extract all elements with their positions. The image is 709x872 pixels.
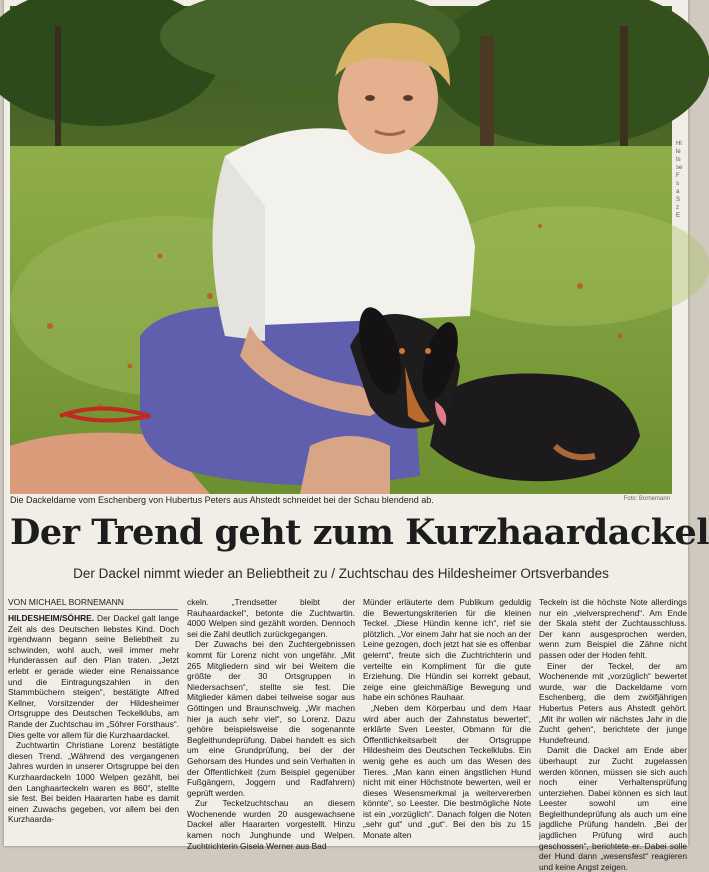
article-photo [10, 6, 672, 494]
paragraph: Der Zuwachs bei den Zuchtergebnissen kommt für Lorenz nicht von ungefähr. „Mit 265 Mitgliedern sind wir bei Weitem die größte der 30 Ortsgruppen in Niedersachsen“, stellte sie fest. Die Mitglieder kämen dabei teilweise sogar aus Göttingen und Braunschweig. „Wir machen hier ja auch sehr viel“, so Lorenz. Dazu gehöre beispielsweise die sogenannte Begleithundeprüfung. Dabei handelt es sich um eine Grundprüfung, bei der der Gehorsam des Hundes und sein Verhalten in der Öffentlichkeit (zum Beispiel gegenüber Fußgängern, Joggern und Radfahrern) geprüft werden. [187, 639, 355, 798]
paragraph: Teckeln ist die höchste Note allerdings nur ein „vielversprechend“. Am Ende der Skala steht der Zuchtausschluss. Der kann ausgesprochen werden, wenn zum Beispiel die Zähne nicht passen oder der Hoden fehlt. [539, 597, 687, 660]
text-column-4 [539, 597, 687, 872]
paragraph: Zur Teckelzuchtschau an diesem Wochenende wurden 20 ausgewachsene Dackel aller Haararten vorgestellt. Hinzu kamen noch Junghunde und Welpen. Zuchtrichterin Gisela Werner aus Bad [187, 798, 355, 851]
photo-credit: Foto: Bornemann [623, 496, 670, 502]
paragraph: „Neben dem Körperbau und dem Haar wird aber auch der Zahnstatus bewertet“, erklärte Sven Leester, Obmann für die Öffentlichkeitsarbeit der Ortsgruppe Hildesheim des Deutschen Teckelklubs. Ein wenig gehe es auch um das Wesen des Tieres. „Man kann einen ängstlichen Hund nicht mit einer Höchstnote bewerten, weil er dieses Wesensmerkmal ja weitervererben könnte“, so Leester. Die bestmögliche Note ist ein „vorzüglich“. Danach folgen die Noten „sehr gut“ und „gut“. Bei den bis zu 15 Monate alten [363, 702, 531, 841]
paragraph-text: Der Dackel galt lange Zeit als des Deutschen liebstes Kind. Doch irgendwann begann seine Beliebtheit zu schwinden, wohl auch, weil immer mehr Hunderassen auf den Plan traten. „Jetzt erlebt er gerade wieder eine Renaissance und die Eintragungszahlen in den Stammbüchern steigen“, bestätigte Alfred Kellner, Vorsitzender der Hildesheimer Ortsgruppe des Deutschen Teckelklubs, am Rande der Zuchtschau im „Söhrer Forsthaus“. Dies gelte vor allem für die Kurzhaardackel. [8, 613, 179, 740]
article-subheadline: Der Dackel nimmt wieder an Beliebtheit zu / Zuchtschau des Hildesheimer Ortsverbandes [73, 566, 609, 581]
dateline: HILDESHEIM/SÖHRE. [8, 613, 95, 623]
photo-caption [10, 495, 672, 507]
paragraph: Einer der Teckel, der am Wochenende mit „vorzüglich“ bewertet wurde, war die Dackeldame vom Eschenberg, die dem zwölfjährigen Hubertus Peters aus Ahstedt gehört. „Mit ihr wollen wir nächstes Jahr in die Zucht gehen“, berichtete der junge Hundefreund. [539, 660, 687, 745]
text-column-3 [363, 597, 531, 843]
caption-text: Die Dackeldame vom Eschenberg von Hubertus Peters aus Ahstedt schneidet bei der Schau blendend ab. [10, 495, 434, 505]
article-byline: VON MICHAEL BORNEMANN [8, 597, 178, 610]
adjacent-article-fragment: Hl le Is se F s a S z E [676, 141, 683, 219]
paragraph: Damit die Dackel am Ende aber überhaupt zur Zucht zugelassen werden können, müssen sie sich auch noch einer Verhaltensprüfung unterziehen. Dabei können es sich laut Leester sowohl um eine Begleithundeprüfung als auch um eine jagdliche Prüfung handeln. „Bei der jagdlichen Prüfung wird auch geschossen“, berichtete er. Dabei solle der Hund dann „wesensfest“ reagieren und keine Angst zeigen. [539, 745, 687, 872]
paragraph: Zuchtwartin Christiane Lorenz bestätigte diesen Trend. „Während des vergangenen Jahres wurden in unserer Ortsgruppe bei den Kurzhaardackeln 1000 Welpen gezählt, bei den Langhaarteckeln waren es 860“, stellte sie fest. Bei beiden Haararten habe es damit einen Zuwachs gegeben, vor allem bei den Kurzhaarda- [8, 740, 179, 825]
paragraph: Münder erläuterte dem Publikum geduldig die Bewertungskriterien für die kleinen Teckel. „Diese Hündin kenne ich“, rief sie plötzlich. „Vor einem Jahr hat sie noch an der Leine gezogen, doch jetzt hat sie es offenbar gelernt“, freute sich die Zuchtrichterin und verteilte ein Kompliment für die gute Erziehung. Die Hündin sei korrekt gebaut, zeige eine gleichmäßige Bewegung und habe ein schönes Rauhaar. [363, 597, 531, 703]
photo-illustration [10, 6, 672, 494]
text-column-2 [187, 597, 355, 851]
paragraph [8, 613, 179, 740]
article-headline: Der Trend geht zum Kurzhaardackel [10, 512, 709, 553]
text-column-1 [8, 613, 179, 843]
paragraph: ckeln. „Trendsetter bleibt der Rauhaardackel“, betonte die Zuchtwartin. 4000 Welpen sind gezählt worden. Dennoch sei die Zahl deutlich zurückgegangen. [187, 597, 355, 639]
